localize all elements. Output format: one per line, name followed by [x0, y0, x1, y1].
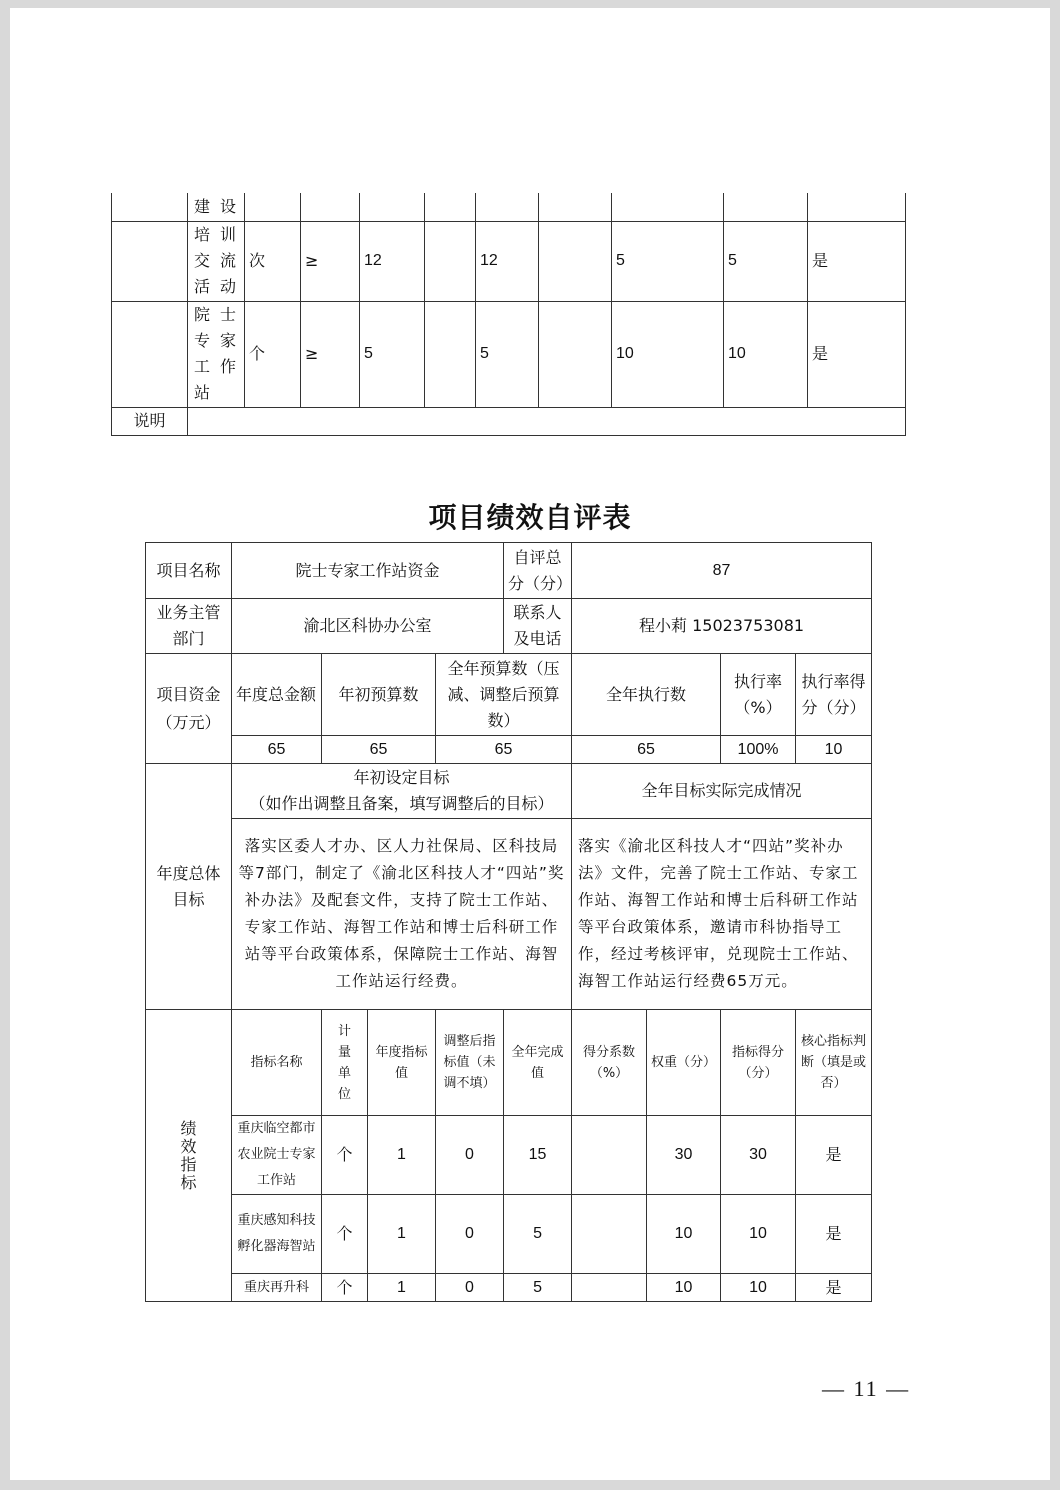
funds-col-total: 年度总金额: [232, 654, 322, 736]
indicators-label: 绩效指标: [146, 1010, 232, 1302]
indicator-name: 培训交流活动: [188, 221, 245, 301]
contact-label: 联系人及电话: [504, 599, 572, 654]
table-row: [112, 193, 906, 221]
funds-col-full: 全年预算数（压减、调整后预算数）: [436, 654, 572, 736]
ind-score: 10: [721, 1274, 796, 1302]
project-name: 院士专家工作站资金: [232, 543, 504, 599]
ind-weight: 30: [647, 1116, 721, 1195]
funds-initial: 65: [322, 736, 436, 764]
ind-done: 5: [504, 1195, 572, 1274]
table-row: [112, 301, 906, 407]
ind-col-score: 指标得分（分）: [721, 1010, 796, 1116]
table-row: [146, 654, 872, 736]
ind-score: 10: [721, 1195, 796, 1274]
funds-full: 65: [436, 736, 572, 764]
indicator-name: 院士专家工作站: [188, 301, 245, 407]
ind-col-annual: 年度指标值: [368, 1010, 436, 1116]
value: 12: [476, 221, 539, 301]
funds-rate: 100%: [721, 736, 796, 764]
funds-score: 10: [796, 736, 872, 764]
value: 10: [612, 301, 724, 407]
ind-adjusted: 0: [436, 1195, 504, 1274]
ind-unit: 个: [322, 1195, 368, 1274]
core-flag: 是: [808, 301, 906, 407]
unit: 个: [245, 301, 301, 407]
note-label: 说明: [112, 407, 188, 435]
ind-annual: 1: [368, 1116, 436, 1195]
ind-adjusted: 0: [436, 1116, 504, 1195]
funds-col-initial: 年初预算数: [322, 654, 436, 736]
page-number: — 11 —: [822, 1376, 911, 1401]
funds-exec: 65: [572, 736, 721, 764]
goals-set-header-line1: 年初设定目标: [353, 768, 450, 787]
table-row: [146, 819, 872, 1010]
value: 5: [612, 221, 724, 301]
ind-score: 30: [721, 1116, 796, 1195]
ind-coef: [572, 1274, 647, 1302]
operator: ≥: [301, 221, 360, 301]
funds-label: 项目资金（万元）: [146, 654, 232, 764]
ind-core: 是: [796, 1116, 872, 1195]
table-row: [112, 221, 906, 301]
table-row: [146, 599, 872, 654]
ind-weight: 10: [647, 1195, 721, 1274]
ind-col-core: 核心指标判断（填是或否）: [796, 1010, 872, 1116]
goals-set-header-line2: （如作出调整且备案，填写调整后的目标）: [249, 794, 554, 813]
table-row: [146, 736, 872, 764]
ind-done: 15: [504, 1116, 572, 1195]
table-row: [146, 1195, 872, 1274]
indicator-table-continued: [111, 193, 906, 436]
table-row: [146, 543, 872, 599]
ind-core: 是: [796, 1274, 872, 1302]
self-score: 87: [572, 543, 872, 599]
dept: 渝北区科协办公室: [232, 599, 504, 654]
goals-actual-header: 全年目标实际完成情况: [572, 764, 872, 819]
funds-col-rate: 执行率（%）: [721, 654, 796, 736]
ind-col-adjusted: 调整后指标值（未调不填）: [436, 1010, 504, 1116]
goals-set-header: [232, 764, 572, 819]
table-row: [112, 407, 906, 435]
core-flag: 是: [808, 221, 906, 301]
ind-adjusted: 0: [436, 1274, 504, 1302]
funds-total: 65: [232, 736, 322, 764]
ind-coef: [572, 1195, 647, 1274]
funds-col-score: 执行率得分（分）: [796, 654, 872, 736]
page-title: 项目绩效自评表: [428, 501, 632, 534]
goals-set-text: 落实区委人才办、区人力社保局、区科技局等7部门，制定了《渝北区科技人才“四站”奖补办法》及配套文件，支持了院士工作站、专家工作站、海智工作站和博士后科研工作站等平台政策体系，保障院士工作站、海智工作站运行经费。: [232, 819, 572, 1010]
table-row: [146, 764, 872, 819]
self-score-label: 自评总分（分）: [504, 543, 572, 599]
ind-col-unit: 计量单位: [322, 1010, 368, 1116]
dept-label: 业务主管部门: [146, 599, 232, 654]
project-name-label: 项目名称: [146, 543, 232, 599]
ind-name: 重庆感知科技孵化器海智站: [232, 1195, 322, 1274]
value: 5: [476, 301, 539, 407]
ind-col-name: 指标名称: [232, 1010, 322, 1116]
goals-label: 年度总体目标: [146, 764, 232, 1010]
ind-name: 重庆再升科: [232, 1274, 322, 1302]
ind-col-done: 全年完成值: [504, 1010, 572, 1116]
value: 10: [724, 301, 808, 407]
self-evaluation-table: [145, 542, 872, 1302]
value: 5: [360, 301, 425, 407]
document-page: [10, 8, 1050, 1480]
note-value: [188, 407, 906, 435]
ind-unit: 个: [322, 1274, 368, 1302]
ind-name: 重庆临空都市农业院士专家工作站: [232, 1116, 322, 1195]
table-row: [146, 1010, 872, 1116]
ind-annual: 1: [368, 1195, 436, 1274]
ind-unit: 个: [322, 1116, 368, 1195]
ind-col-coef: 得分系数（%）: [572, 1010, 647, 1116]
indicator-name: 建设: [188, 193, 245, 221]
contact: 程小莉 15023753081: [572, 599, 872, 654]
ind-core: 是: [796, 1195, 872, 1274]
ind-col-weight: 权重（分）: [647, 1010, 721, 1116]
funds-col-exec: 全年执行数: [572, 654, 721, 736]
ind-coef: [572, 1116, 647, 1195]
table-row: [146, 1116, 872, 1195]
value: 12: [360, 221, 425, 301]
ind-weight: 10: [647, 1274, 721, 1302]
goals-actual-text: 落实《渝北区科技人才“四站”奖补办法》文件，完善了院士工作站、专家工作站、海智工作站和博士后科研工作站等平台政策体系，邀请市科协指导工作，经过考核评审，兑现院士工作站、海智工作站运行经费65万元。: [572, 819, 872, 1010]
table-row: [146, 1274, 872, 1302]
ind-done: 5: [504, 1274, 572, 1302]
operator: ≥: [301, 301, 360, 407]
ind-annual: 1: [368, 1274, 436, 1302]
value: 5: [724, 221, 808, 301]
unit: 次: [245, 221, 301, 301]
